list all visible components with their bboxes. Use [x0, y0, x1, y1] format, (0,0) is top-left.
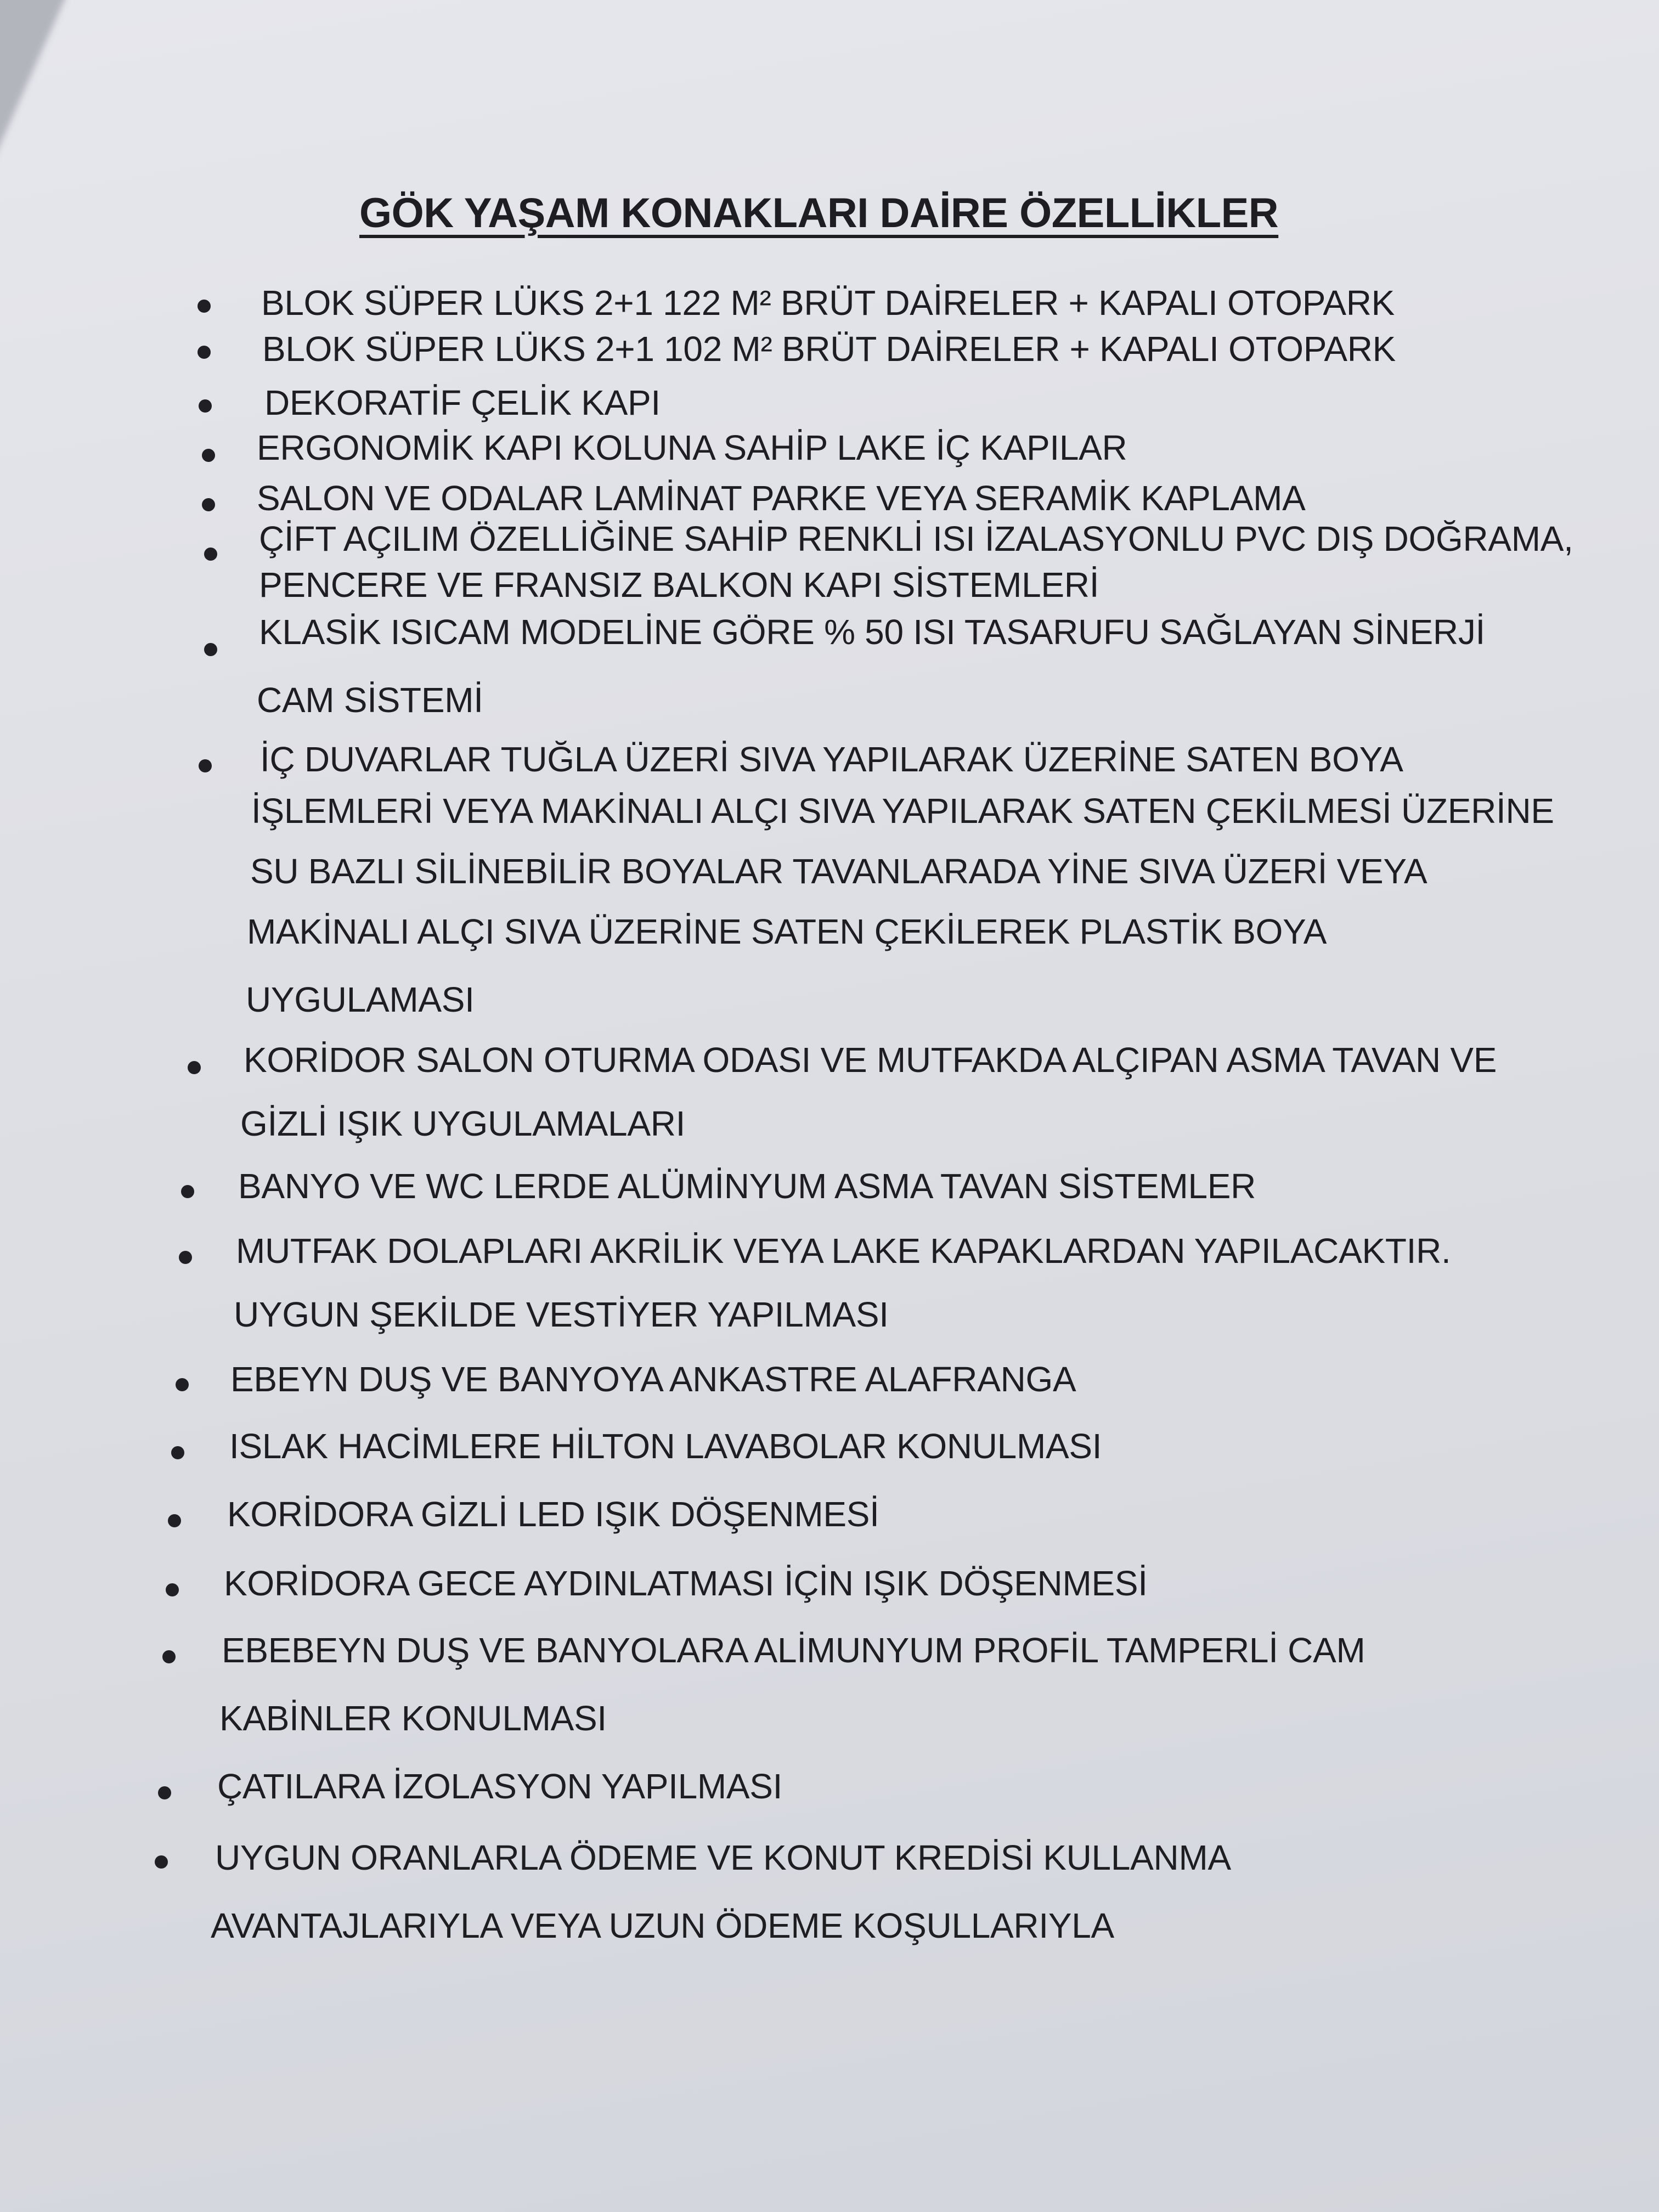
bullet-point: [181, 1185, 194, 1198]
list-item-line: GİZLİ IŞIK UYGULAMALARI: [240, 1104, 686, 1143]
bullet-point: [155, 1855, 168, 1869]
list-item-line: EBEBEYN DUŞ VE BANYOLARA ALİMUNYUM PROFİL TAMPERLİ CAM: [222, 1630, 1365, 1670]
list-item-line: ERGONOMİK KAPI KOLUNA SAHİP LAKE İÇ KAPILAR: [257, 428, 1127, 467]
list-item-line: DEKORATİF ÇELİK KAPI: [264, 383, 661, 422]
list-item-line: ÇATILARA İZOLASYON YAPILMASI: [217, 1767, 783, 1806]
bullet-point: [166, 1583, 179, 1596]
list-item-line: ISLAK HACİMLERE HİLTON LAVABOLAR KONULMASI: [229, 1426, 1102, 1466]
bullet-point: [168, 1514, 181, 1527]
list-item-line: CAM SİSTEMİ: [257, 680, 483, 720]
list-item-line: UYGUN ŞEKİLDE VESTİYER YAPILMASI: [234, 1295, 889, 1334]
list-item-line: SALON VE ODALAR LAMİNAT PARKE VEYA SERAMİK KAPLAMA: [257, 478, 1306, 518]
bullet-point: [204, 643, 217, 656]
bullet-point: [199, 759, 212, 772]
list-item-line: KABİNLER KONULMASI: [219, 1699, 607, 1738]
list-item-line: BLOK SÜPER LÜKS 2+1 122 M² BRÜT DAİRELER + KAPALI OTOPARK: [261, 283, 1395, 323]
list-item-line: İÇ DUVARLAR TUĞLA ÜZERİ SIVA YAPILARAK ÜZERİNE SATEN BOYA: [260, 740, 1403, 779]
bullet-point: [179, 1251, 192, 1264]
bullet-point: [176, 1378, 189, 1391]
bullet-point: [204, 548, 217, 561]
page-corner-shadow: [0, 0, 80, 196]
list-item-line: UYGUN ORANLARLA ÖDEME VE KONUT KREDİSİ KULLANMA: [215, 1838, 1231, 1877]
list-item-line: EBEYN DUŞ VE BANYOYA ANKASTRE ALAFRANGA: [230, 1359, 1076, 1399]
list-item-line: KLASİK ISICAM MODELİNE GÖRE % 50 ISI TASARUFU SAĞLAYAN SİNERJİ: [259, 612, 1486, 652]
bullet-point: [188, 1061, 201, 1074]
bullet-point: [202, 498, 215, 511]
bullet-point: [171, 1446, 184, 1459]
bullet-point: [199, 399, 212, 413]
list-item-line: İŞLEMLERİ VEYA MAKİNALI ALÇI SIVA YAPILARAK SATEN ÇEKİLMESİ ÜZERİNE: [251, 791, 1554, 831]
bullet-point: [162, 1650, 176, 1663]
list-item-line: MAKİNALI ALÇI SIVA ÜZERİNE SATEN ÇEKİLEREK PLASTİK BOYA: [247, 912, 1327, 951]
list-item-line: ÇİFT AÇILIM ÖZELLİĞİNE SAHİP RENKLİ ISI İZALASYONLU PVC DIŞ DOĞRAMA,: [259, 519, 1573, 558]
document-title: GÖK YAŞAM KONAKLARI DAİRE ÖZELLİKLER: [359, 190, 1279, 236]
list-item-line: PENCERE VE FRANSIZ BALKON KAPI SİSTEMLERİ: [259, 565, 1099, 605]
bullet-point: [202, 449, 215, 462]
list-item-line: KORİDOR SALON OTURMA ODASI VE MUTFAKDA ALÇIPAN ASMA TAVAN VE: [244, 1040, 1497, 1080]
list-item-line: SU BAZLI SİLİNEBİLİR BOYALAR TAVANLARADA YİNE SIVA ÜZERİ VEYA: [250, 851, 1427, 891]
list-item-line: AVANTAJLARIYLA VEYA UZUN ÖDEME KOŞULLARIYLA: [211, 1906, 1114, 1945]
list-item-line: KORİDORA GİZLİ LED IŞIK DÖŞENMESİ: [227, 1494, 879, 1534]
bullet-point: [198, 300, 211, 313]
bullet-point: [198, 346, 211, 359]
list-item-line: UYGULAMASI: [246, 980, 475, 1019]
bullet-point: [158, 1786, 171, 1799]
list-item-line: BLOK SÜPER LÜKS 2+1 102 M² BRÜT DAİRELER + KAPALI OTOPARK: [262, 329, 1396, 369]
list-item-line: BANYO VE WC LERDE ALÜMİNYUM ASMA TAVAN SİSTEMLER: [238, 1166, 1256, 1206]
list-item-line: MUTFAK DOLAPLARI AKRİLİK VEYA LAKE KAPAKLARDAN YAPILACAKTIR.: [236, 1231, 1451, 1271]
list-item-line: KORİDORA GECE AYDINLATMASI İÇİN IŞIK DÖŞENMESİ: [224, 1564, 1148, 1603]
